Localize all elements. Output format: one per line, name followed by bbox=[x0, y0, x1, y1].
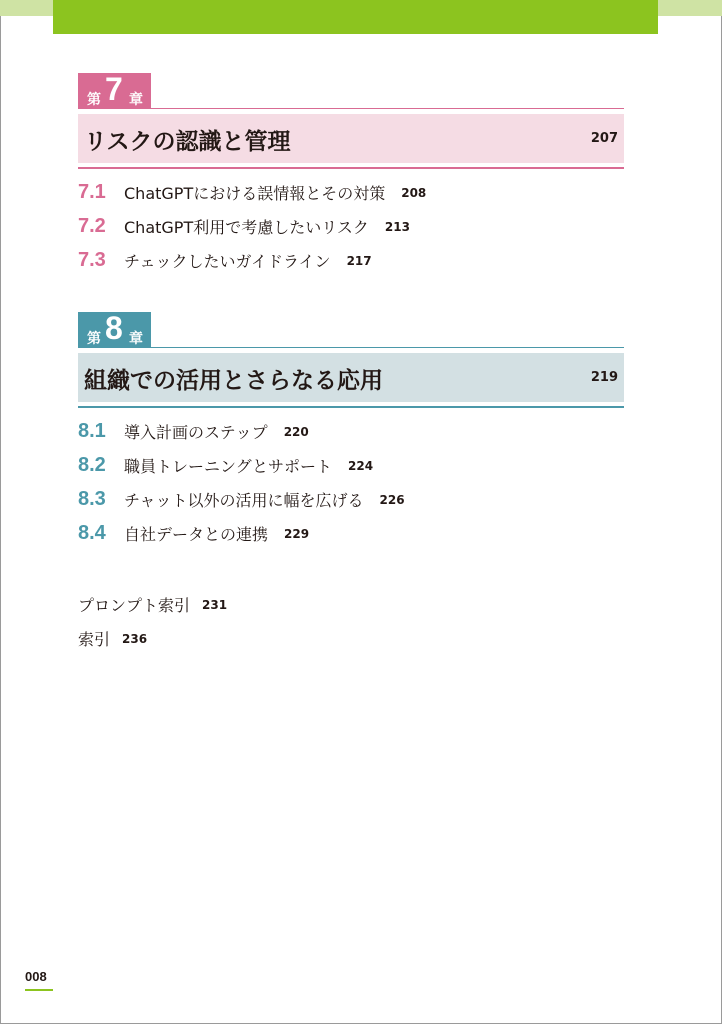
section-title: ChatGPT利用で考慮したいリスク bbox=[124, 218, 369, 237]
header-band bbox=[53, 0, 658, 34]
chapter-rule-bottom bbox=[78, 167, 624, 169]
section-page-number: 217 bbox=[346, 253, 372, 268]
chapter-7-tab bbox=[78, 73, 151, 109]
header-band-right bbox=[658, 0, 722, 16]
toc-section-7-2[interactable] bbox=[78, 215, 410, 241]
toc-index[interactable] bbox=[78, 627, 147, 650]
section-number: 8.1 bbox=[78, 420, 106, 442]
index-page-number: 231 bbox=[202, 597, 228, 612]
chapter-number: 8 bbox=[105, 310, 123, 346]
folio-underline bbox=[25, 989, 53, 991]
chapter-title: 組織での活用とさらなる応用 bbox=[84, 368, 383, 394]
section-number: 8.2 bbox=[78, 454, 106, 476]
toc-section-8-4[interactable] bbox=[78, 522, 309, 548]
section-title: チェックしたいガイドライン bbox=[124, 252, 331, 271]
section-number: 7.2 bbox=[78, 215, 106, 237]
chapter-rule-top bbox=[78, 108, 624, 109]
chapter-rule-top bbox=[78, 347, 624, 348]
chapter-page-number: 219 bbox=[590, 370, 618, 385]
section-number: 8.4 bbox=[78, 522, 106, 544]
section-page-number: 226 bbox=[379, 492, 405, 507]
toc-section-7-3[interactable] bbox=[78, 249, 372, 275]
section-number: 8.3 bbox=[78, 488, 106, 510]
section-title: チャット以外の活用に幅を広げる bbox=[124, 491, 364, 510]
chapter-word-post: 章 bbox=[129, 331, 143, 347]
section-title: 導入計画のステップ bbox=[124, 423, 268, 442]
chapter-number: 7 bbox=[105, 71, 123, 107]
header-band-left bbox=[0, 0, 53, 16]
toc-section-8-3[interactable] bbox=[78, 488, 405, 514]
index-title: 索引 bbox=[78, 630, 111, 649]
toc-section-8-2[interactable] bbox=[78, 454, 373, 480]
toc-section-8-1[interactable] bbox=[78, 420, 309, 446]
section-page-number: 208 bbox=[401, 185, 427, 200]
chapter-word-post: 章 bbox=[129, 92, 143, 108]
chapter-word-pre: 第 bbox=[87, 92, 101, 108]
toc-section-7-1[interactable] bbox=[78, 181, 426, 207]
index-title: プロンプト索引 bbox=[78, 596, 191, 615]
section-title: 自社データとの連携 bbox=[124, 525, 269, 544]
section-number: 7.1 bbox=[78, 181, 106, 203]
chapter-title: リスクの認識と管理 bbox=[84, 129, 291, 155]
section-number: 7.3 bbox=[78, 249, 106, 271]
section-title: ChatGPTにおける誤情報とその対策 bbox=[124, 184, 386, 203]
section-page-number: 229 bbox=[284, 526, 310, 541]
page-folio: 008 bbox=[25, 969, 47, 984]
section-page-number: 220 bbox=[283, 424, 309, 439]
chapter-word-pre: 第 bbox=[87, 331, 101, 347]
section-page-number: 213 bbox=[384, 219, 410, 234]
toc-prompt-index[interactable] bbox=[78, 593, 227, 616]
chapter-rule-bottom bbox=[78, 406, 624, 408]
chapter-8-tab bbox=[78, 312, 151, 348]
chapter-page-number: 207 bbox=[590, 131, 618, 146]
section-title: 職員トレーニングとサポート bbox=[124, 457, 333, 476]
chapter-title-band[interactable] bbox=[78, 114, 624, 163]
section-page-number: 224 bbox=[348, 458, 374, 473]
index-page-number: 236 bbox=[122, 631, 148, 646]
chapter-title-band[interactable] bbox=[78, 353, 624, 402]
